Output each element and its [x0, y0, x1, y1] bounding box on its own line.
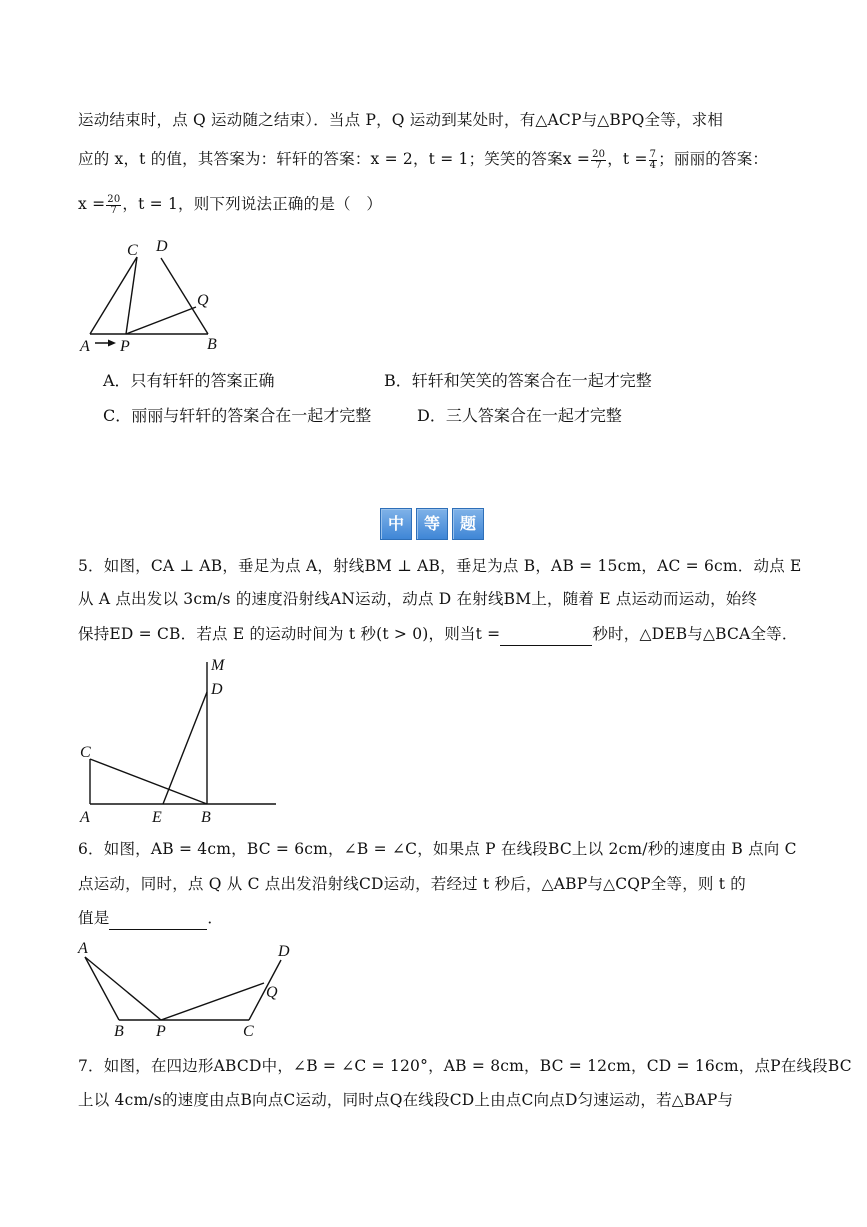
- q5-label-D: D: [211, 681, 223, 698]
- q4-fraction-3: [106, 195, 121, 216]
- q4-fraction-1-num: 20: [592, 148, 606, 160]
- q5-text-line-1: 5．如图，CA ⊥ AB，垂足为点 A，射线BM ⊥ AB，垂足为点 B，AB = 15cm，AC = 6cm．动点 E: [78, 557, 802, 575]
- q5-line3-part-b: 秒时，△DEB与△BCA全等．: [592, 625, 798, 643]
- q4-option-b[interactable]: B．轩轩和笑笑的答案合在一起才完整: [384, 371, 652, 390]
- q6-line3-part-b: ．: [207, 909, 224, 927]
- q4-label-D: D: [156, 238, 168, 255]
- badge-char-3: 题: [452, 508, 484, 540]
- q6-label-B: B: [114, 1023, 124, 1040]
- q7-text-line-1: 7．如图，在四边形ABCD中，∠B = ∠C = 120°，AB = 8cm，BC = 12cm，CD = 16cm，点P在线段BC: [78, 1057, 852, 1075]
- q6-label-Q: Q: [266, 984, 278, 1001]
- q4-fraction-3-num: 20: [107, 193, 121, 205]
- q4-option-d[interactable]: D．三人答案合在一起才完整: [417, 406, 622, 425]
- q5-label-E: E: [152, 809, 162, 826]
- q4-line3-part-b: ，t = 1，则下列说法正确的是（ ）: [122, 195, 383, 213]
- q5-label-B: B: [201, 809, 211, 826]
- q4-option-c[interactable]: C．丽丽与轩轩的答案合在一起才完整: [103, 406, 372, 425]
- q4-text-line-1: 运动结束时，点 Q 运动随之结束）．当点 P，Q 运动到某处时，有△ACP与△BPQ全等，求相: [78, 111, 724, 129]
- q6-label-A: A: [78, 940, 88, 957]
- q4-line2-part-a: 应的 x，t 的值，其答案为：轩轩的答案：x = 2，t = 1；笑笑的答案x =: [78, 150, 591, 168]
- q7-text-line-2: 上以 4cm/s的速度由点B向点C运动，同时点Q在线段CD上由点C向点D匀速运动，若△BAP与: [78, 1091, 734, 1109]
- q4-label-Q: Q: [197, 292, 209, 309]
- badge-char-2: 等: [416, 508, 448, 540]
- q6-answer-blank[interactable]: [109, 911, 207, 930]
- q6-label-C: C: [243, 1023, 254, 1040]
- badge-char-1: 中: [380, 508, 412, 540]
- q4-fraction-1-den: 7: [595, 159, 602, 171]
- q4-fraction-1: [591, 150, 606, 171]
- q4-fraction-2-num: 7: [649, 148, 657, 160]
- q5-line3-part-a: 保持ED = CB．若点 E 的运动时间为 t 秒(t > 0)，则当t =: [78, 625, 501, 643]
- q4-option-a[interactable]: A．只有轩轩的答案正确: [103, 371, 275, 390]
- q4-fraction-2: [649, 150, 658, 171]
- q4-text-line-3: [78, 192, 790, 216]
- q6-text-line-2: 点运动，同时，点 Q 从 C 点出发沿射线CD运动，若经过 t 秒后，△ABP与△CQP全等，则 t 的: [78, 875, 746, 893]
- q4-text-line-2: [78, 147, 790, 171]
- q6-text-line-3: [78, 906, 790, 930]
- q5-answer-blank[interactable]: [500, 627, 592, 646]
- q6-label-D: D: [278, 943, 290, 960]
- q4-line2-part-c: ；丽丽的答案：: [658, 150, 769, 168]
- q6-text-line-1: 6．如图，AB = 4cm，BC = 6cm，∠B = ∠C，如果点 P 在线段BC上以 2cm/秒的速度由 B 点向 C: [78, 840, 797, 858]
- q6-line3-part-a: 值是: [78, 909, 110, 927]
- section-badge-medium: [380, 508, 484, 538]
- q5-label-C: C: [80, 744, 91, 761]
- q4-label-P: P: [120, 338, 130, 355]
- q4-line2-part-b: ，t =: [607, 150, 648, 168]
- q5-text-line-2: 从 A 点出发以 3cm/s 的速度沿射线AN运动，动点 D 在射线BM上，随着 E 点运动而运动，始终: [78, 590, 758, 608]
- q5-label-A: A: [80, 809, 90, 826]
- q5-label-M: M: [211, 657, 225, 674]
- q4-fraction-3-den: 7: [110, 204, 118, 216]
- q4-fraction-2-den: 4: [649, 159, 657, 171]
- q5-text-line-3: [78, 622, 798, 646]
- q4-label-C: C: [127, 242, 138, 259]
- q6-label-P: P: [156, 1023, 166, 1040]
- q4-line3-part-a: x =: [78, 195, 106, 213]
- q4-label-B: B: [207, 336, 217, 353]
- q4-label-A: A: [80, 338, 90, 355]
